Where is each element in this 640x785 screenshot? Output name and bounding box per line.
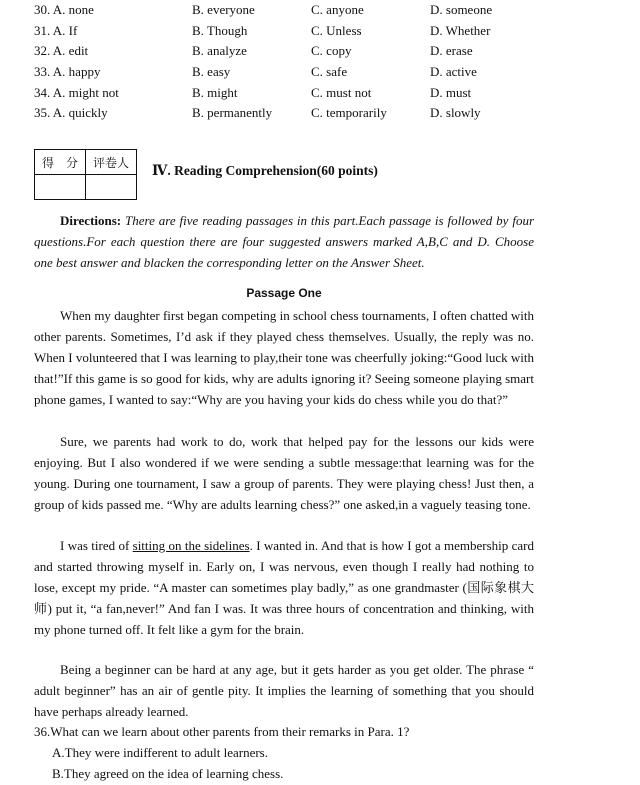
choice-d: D. someone — [430, 2, 493, 17]
choice-row — [34, 103, 554, 124]
choice-a: 30. A. none — [34, 2, 94, 17]
choice-a: 32. A. edit — [34, 43, 89, 59]
option-a: A.They were indifferent to adult learners. — [52, 745, 268, 760]
choice-c: C. temporarily — [311, 105, 387, 121]
directions — [34, 210, 534, 273]
choice-row — [34, 21, 554, 42]
paragraph-2: Sure, we parents had work to do, work that helped pay for the lessons our kids were enjoying. But I also wondered if we were sending a subtle message:that learning was for the young. During one tournament, I saw a group of parents. They were playing chess! Just then, a group of kids passed me. “Why are adults learning chess?” one asked,in a vaguely teasing tone. — [34, 434, 534, 512]
score-box — [34, 149, 137, 200]
grader-cell — [86, 175, 137, 200]
choice-d: D. Whether — [430, 22, 491, 38]
choice-c: C. anyone — [311, 2, 364, 17]
choice-b: B. easy — [192, 64, 231, 80]
paragraph-3 — [34, 535, 534, 640]
passage-title: Passage One — [246, 286, 322, 300]
choice-row — [34, 83, 554, 104]
choice-a: 35. A. quickly — [34, 105, 108, 121]
choice-d: D. slowly — [430, 105, 481, 121]
choice-b: B. Though — [192, 22, 248, 38]
choice-b: B. analyze — [192, 43, 247, 59]
grader-label: 评卷人 — [86, 150, 137, 175]
choice-a: 33. A. happy — [34, 64, 101, 80]
option-b: B.They agreed on the idea of learning chess. — [52, 766, 284, 781]
choice-d: D. erase — [430, 43, 473, 59]
underlined-phrase: sitting on the sidelines — [132, 538, 250, 553]
directions-label: Directions: — [60, 213, 122, 228]
question-36: 36.What can we learn about other parents from their remarks in Para. 1? — [34, 724, 410, 739]
directions-text: There are five reading passages in this part.Each passage is followed by four questions.For each question there are four suggested answers marked A,B,C and D. Choose one best answer and blacken the corresponding letter on the Answer Sheet. — [34, 213, 535, 270]
choice-d: D. must — [430, 84, 472, 100]
cloze-choices — [34, 0, 554, 124]
choice-row — [34, 0, 554, 21]
paragraph-3-start: I was tired of — [60, 538, 133, 553]
choice-a: 34. A. might not — [34, 84, 119, 100]
choice-row — [34, 41, 554, 62]
choice-c: C. Unless — [311, 22, 362, 38]
choice-row — [34, 62, 554, 83]
choice-c: C. safe — [311, 64, 348, 80]
choice-b: B. everyone — [192, 2, 255, 17]
score-cell — [35, 175, 86, 200]
choice-c: C. must not — [311, 84, 372, 100]
paragraph-4: Being a beginner can be hard at any age, but it gets harder as you get older. The phrase “ adult beginner” has an air of gentle pity. It implies the learning of something that you should have perhaps already learned. — [34, 662, 534, 719]
choice-c: C. copy — [311, 43, 352, 59]
choice-d: D. active — [430, 64, 477, 80]
score-label: 得 分 — [35, 150, 86, 175]
choice-a: 31. A. If — [34, 22, 78, 38]
choice-b: B. permanently — [192, 105, 273, 121]
section-title: Ⅳ. Reading Comprehension(60 points) — [152, 163, 378, 178]
paragraph-3-rest: . I wanted in. And that is how I got a membership card and started throwing myself in. Early on, I was nervous, even though I really had nothing to lose, except my pride. “A master can sometimes play badly,” as one grandmaster (国际象棋大师) put it, “a fan,never!” And fan I was. It was three hours of concentration and thinking, with my phone turned off. It felt like a gym for the brain. — [34, 538, 534, 637]
paragraph-1: When my daughter first began competing in school chess tournaments, I often chatted with other parents. Sometimes, I’d ask if they played chess themselves. Usually, the reply was no. When I volunteered that I was learning to play,their tone was cheerfully joking:“Good luck with that!”If this game is so good for kids, why are adults ignoring it? Seeing someone playing smart phone games, I wanted to say:“Why are you having your kids do chess while you do that?” — [34, 308, 534, 407]
choice-b: B. might — [192, 84, 238, 100]
